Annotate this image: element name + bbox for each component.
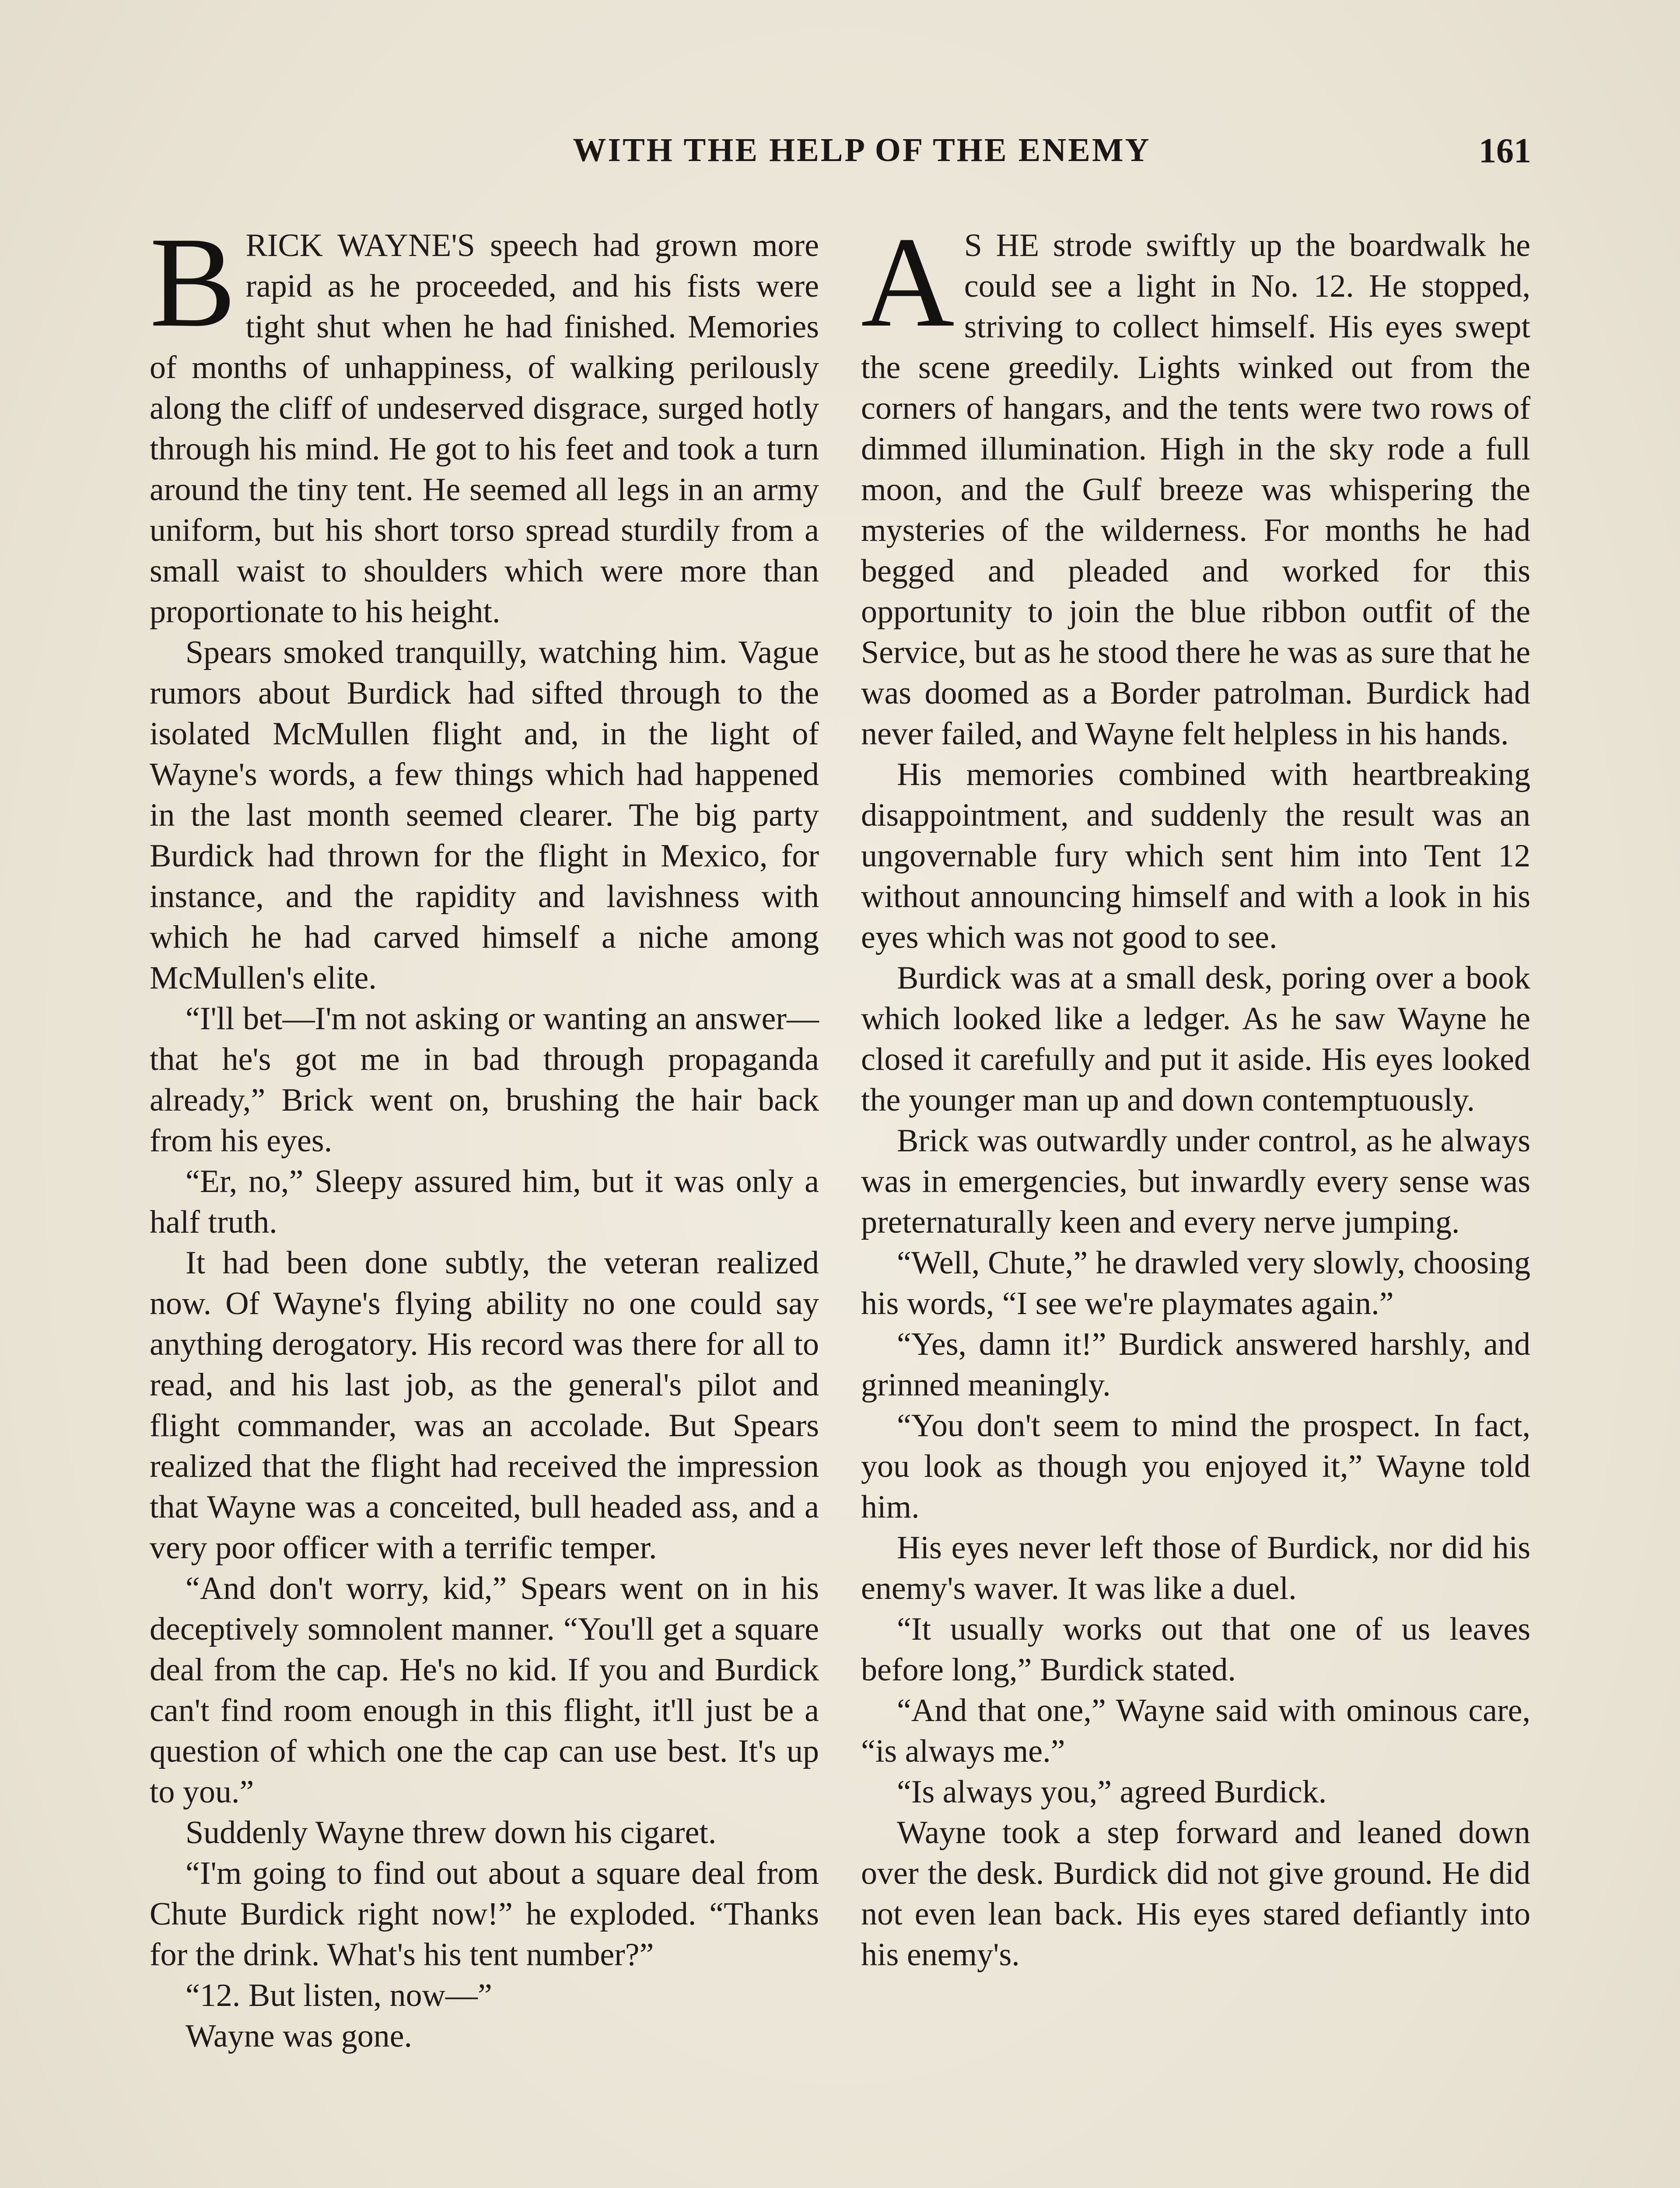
paragraph: “12. But listen, now—”: [186, 1978, 492, 2013]
paragraph: It had been done subtly, the veteran realized now. Of Wayne's flying ability no one could say anything derogatory. His record was there for all to read, and his last job, as the general's pilot and flight commander, was an accolade. But Spears realized that the flight had received the impression that Wayne was a conceited, bull headed ass, and a very poor officer with a terrific temper.: [150, 1245, 819, 1566]
paragraph: “I'm going to find out about a square deal from Chute Burdick right now!” he exploded. “Thanks for the drink. What's his tent number?”: [150, 1855, 819, 1973]
paragraph: His memories combined with heartbreaking disappointment, and suddenly the result was an ungovernable fury which sent him into Tent 12 without announcing himself and with a look in his eyes which was not good to see.: [861, 757, 1530, 955]
paragraph: “I'll bet—I'm not asking or wanting an answer—that he's got me in bad through propaganda already,” Brick went on, brushing the hair back from his eyes.: [150, 1001, 819, 1159]
lead-in: S HE: [964, 228, 1040, 263]
paragraph: [150, 210, 819, 632]
paragraph: “Is always you,” agreed Burdick.: [897, 1774, 1327, 1810]
paragraph: “It usually works out that one of us leaves before long,” Burdick stated.: [861, 1611, 1530, 1688]
paragraph: Burdick was at a small desk, poring over a book which looked like a ledger. As he saw Wayne he closed it carefully and put it aside. His eyes looked the younger man up and down contemptuously.: [861, 960, 1530, 1118]
right-column: [861, 210, 1530, 1975]
lead-in: RICK WAYNE'S: [245, 228, 475, 263]
paragraph-text: strode swiftly up the boardwalk he could see a light in No. 12. He stopped, striving to collect himself. His eyes swept the scene greedily. Lights winked out from the corners of hangars, and the tents were two rows of dimmed illumination. High in the sky rode a full moon, and the Gulf breeze was whispering the mysteries of the wilderness. For months he had begged and pleaded and worked for this opportunity to join the blue ribbon outfit of the Service, but as he stood there he was as sure that he was doomed as a Border patrolman. Burdick had never failed, and Wayne felt helpless in his hands.: [861, 228, 1530, 752]
left-column: [150, 210, 819, 2057]
paragraph: Brick was outwardly under control, as he always was in emergencies, but inwardly every sense was preternaturally keen and every nerve jumping.: [861, 1123, 1530, 1240]
page-number: 161: [1479, 132, 1531, 170]
running-header: WITH THE HELP OF THE ENEMY: [573, 132, 1151, 168]
paragraph: “Well, Chute,” he drawled very slowly, choosing his words, “I see we're playmates again.”: [861, 1245, 1530, 1322]
drop-cap: A: [861, 210, 955, 354]
paragraph: Wayne took a step forward and leaned down over the desk. Burdick did not give ground. He did not even lean back. His eyes stared defiantly into his enemy's.: [861, 1815, 1530, 1973]
paragraph: Spears smoked tranquilly, watching him. Vague rumors about Burdick had sifted through to the isolated McMullen flight and, in the light of Wayne's words, a few things which had happened in the last month seemed clearer. The big party Burdick had thrown for the flight in Mexico, for instance, and the rapidity and lavishness with which he had carved himself a niche among McMullen's elite.: [150, 635, 819, 996]
paragraph: Wayne was gone.: [186, 2018, 413, 2054]
paragraph: “You don't seem to mind the prospect. In fact, you look as though you enjoyed it,” Wayne told him.: [861, 1408, 1530, 1525]
paragraph-text: speech had grown more rapid as he proceeded, and his fists were tight shut when he had finished. Memories of months of unhappiness, of walking perilously along the cliff of undeserved disgrace, surged hotly through his mind. He got to his feet and took a turn around the tiny tent. He seemed all legs in an army uniform, but his short torso spread sturdily from a small waist to shoulders which were more than proportionate to his height.: [150, 228, 819, 630]
paragraph: His eyes never left those of Burdick, nor did his enemy's waver. It was like a duel.: [861, 1530, 1530, 1606]
paragraph: “And that one,” Wayne said with ominous care, “is always me.”: [861, 1693, 1530, 1769]
paragraph: [861, 210, 1530, 754]
paragraph: “Er, no,” Sleepy assured him, but it was only a half truth.: [150, 1164, 819, 1240]
paragraph: “And don't worry, kid,” Spears went on in his deceptively somnolent manner. “You'll get a square deal from the cap. He's no kid. If you and Burdick can't find room enough in this flight, it'll just be a question of which one the cap can use best. It's up to you.”: [150, 1571, 819, 1810]
paragraph: Suddenly Wayne threw down his cigaret.: [186, 1815, 717, 1851]
paragraph: “Yes, damn it!” Burdick answered harshly, and grinned meaningly.: [861, 1326, 1530, 1403]
drop-cap: B: [150, 210, 236, 354]
